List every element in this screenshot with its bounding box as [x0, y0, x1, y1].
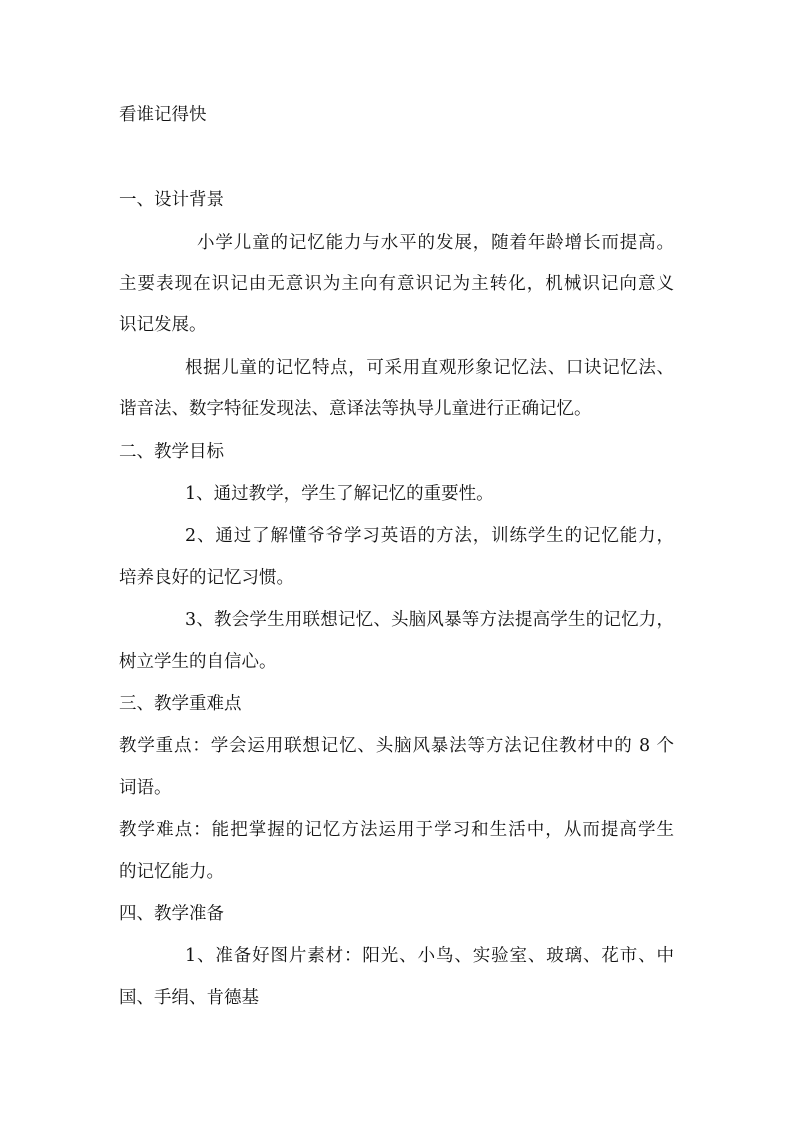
- paragraph-line: 词语。: [119, 778, 172, 798]
- list-item-continued: 培养良好的记忆习惯。: [119, 568, 294, 588]
- paragraph-line: 教学重点：学会运用联想记忆、头脑风暴法等方法记住教材中的 8 个: [119, 736, 674, 756]
- list-item-continued: 国、手绢、肯德基: [119, 988, 259, 1008]
- section-heading: 二、教学目标: [119, 442, 224, 462]
- paragraph-line: 根据儿童的记忆特点，可采用直观形象记忆法、口诀记忆法、: [185, 358, 674, 378]
- list-item: 2、通过了解懂爷爷学习英语的方法，训练学生的记忆能力，: [185, 526, 674, 546]
- list-item-continued: 树立学生的自信心。: [119, 652, 277, 672]
- list-item: 3、教会学生用联想记忆、头脑风暴等方法提高学生的记忆力，: [185, 610, 674, 630]
- list-item: 1、通过教学，学生了解记忆的重要性。: [185, 484, 494, 504]
- list-item: 1、准备好图片素材：阳光、小鸟、实验室、玻璃、花市、中: [185, 946, 674, 966]
- section-heading: 一、设计背景: [119, 190, 224, 210]
- paragraph-line: 谐音法、数字特征发现法、意译法等执导儿童进行正确记忆。: [119, 399, 592, 419]
- paragraph-line: 的记忆能力。: [119, 862, 224, 882]
- paragraph-line: 识记发展。: [119, 315, 207, 335]
- section-heading: 四、教学准备: [119, 904, 224, 924]
- document-title: 看谁记得快: [119, 105, 207, 125]
- paragraph-line: 小学儿童的记忆能力与水平的发展，随着年龄增长而提高。: [197, 233, 674, 253]
- paragraph-line: 主要表现在识记由无意识为主向有意识记为主转化，机械识记向意义: [119, 274, 674, 294]
- paragraph-line: 教学难点：能把掌握的记忆方法运用于学习和生活中，从而提高学生: [119, 820, 674, 840]
- section-heading: 三、教学重难点: [119, 694, 242, 714]
